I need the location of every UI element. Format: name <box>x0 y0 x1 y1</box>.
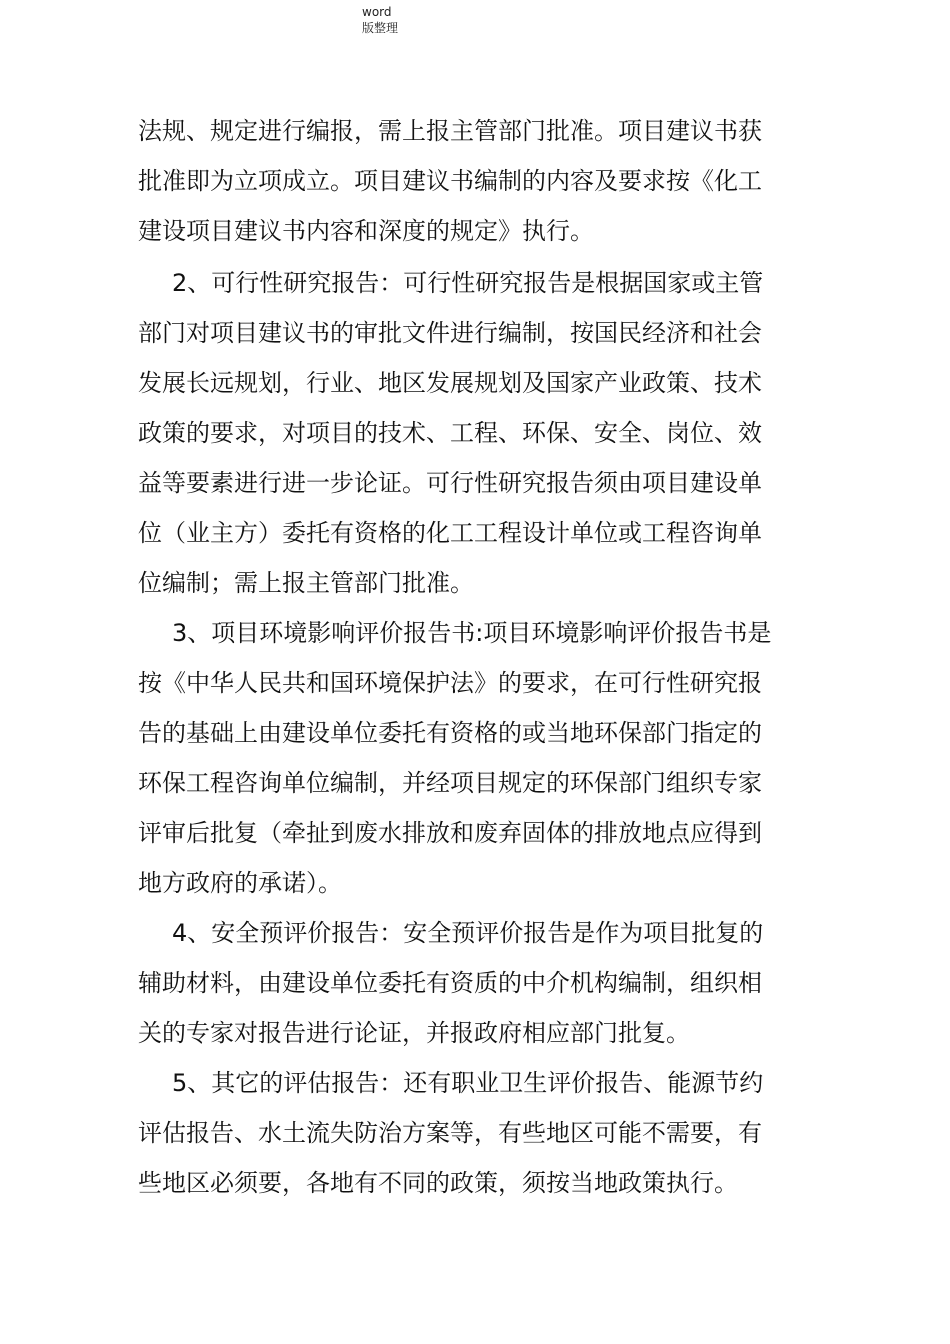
text-line: 位编制；需上报主管部门批准。 <box>138 569 474 597</box>
text-line: 评估报告、水土流失防治方案等，有些地区可能不需要，有 <box>138 1119 762 1147</box>
text-line: 地方政府的承诺）。 <box>138 869 342 897</box>
text-line: 益等要素进行进一步论证。可行性研究报告须由项目建设单 <box>138 469 762 497</box>
item-4-heading-line: 4、安全预评价报告：安全预评价报告是作为项目批复的 <box>172 919 764 947</box>
text-line: 辅助材料，由建设单位委托有资质的中介机构编制，组织相 <box>138 969 762 997</box>
item-3-heading-line: 3、项目环境影响评价报告书:项目环境影响评价报告书是 <box>172 619 772 647</box>
text-line: 环保工程咨询单位编制，并经项目规定的环保部门组织专家 <box>138 769 762 797</box>
item-5-heading-line: 5、其它的评估报告：还有职业卫生评价报告、能源节约 <box>172 1069 764 1097</box>
header-line-2: 版整理 <box>362 21 399 35</box>
text-line: 评审后批复（牵扯到废水排放和废弃固体的排放地点应得到 <box>138 819 762 847</box>
header-line-1: word <box>362 5 392 19</box>
text-line: 告的基础上由建设单位委托有资格的或当地环保部门指定的 <box>138 719 762 747</box>
text-line: 关的专家对报告进行论证，并报政府相应部门批复。 <box>138 1019 690 1047</box>
text-line: 法规、规定进行编报，需上报主管部门批准。项目建议书获 <box>138 117 762 145</box>
text-line: 发展长远规划，行业、地区发展规划及国家产业政策、技术 <box>138 369 762 397</box>
item-2-heading-line: 2、可行性研究报告：可行性研究报告是根据国家或主管 <box>172 269 764 297</box>
text-line: 位（业主方）委托有资格的化工工程设计单位或工程咨询单 <box>138 519 762 547</box>
text-line: 建设项目建议书内容和深度的规定》执行。 <box>138 217 594 245</box>
text-line: 些地区必须要，各地有不同的政策，须按当地政策执行。 <box>138 1169 738 1197</box>
text-line: 按《中华人民共和国环境保护法》的要求，在可行性研究报 <box>138 669 762 697</box>
text-line: 部门对项目建议书的审批文件进行编制，按国民经济和社会 <box>138 319 762 347</box>
text-line: 批准即为立项成立。项目建议书编制的内容及要求按《化工 <box>138 167 762 195</box>
page-header <box>362 4 398 36</box>
text-line: 政策的要求，对项目的技术、工程、环保、安全、岗位、效 <box>138 419 762 447</box>
